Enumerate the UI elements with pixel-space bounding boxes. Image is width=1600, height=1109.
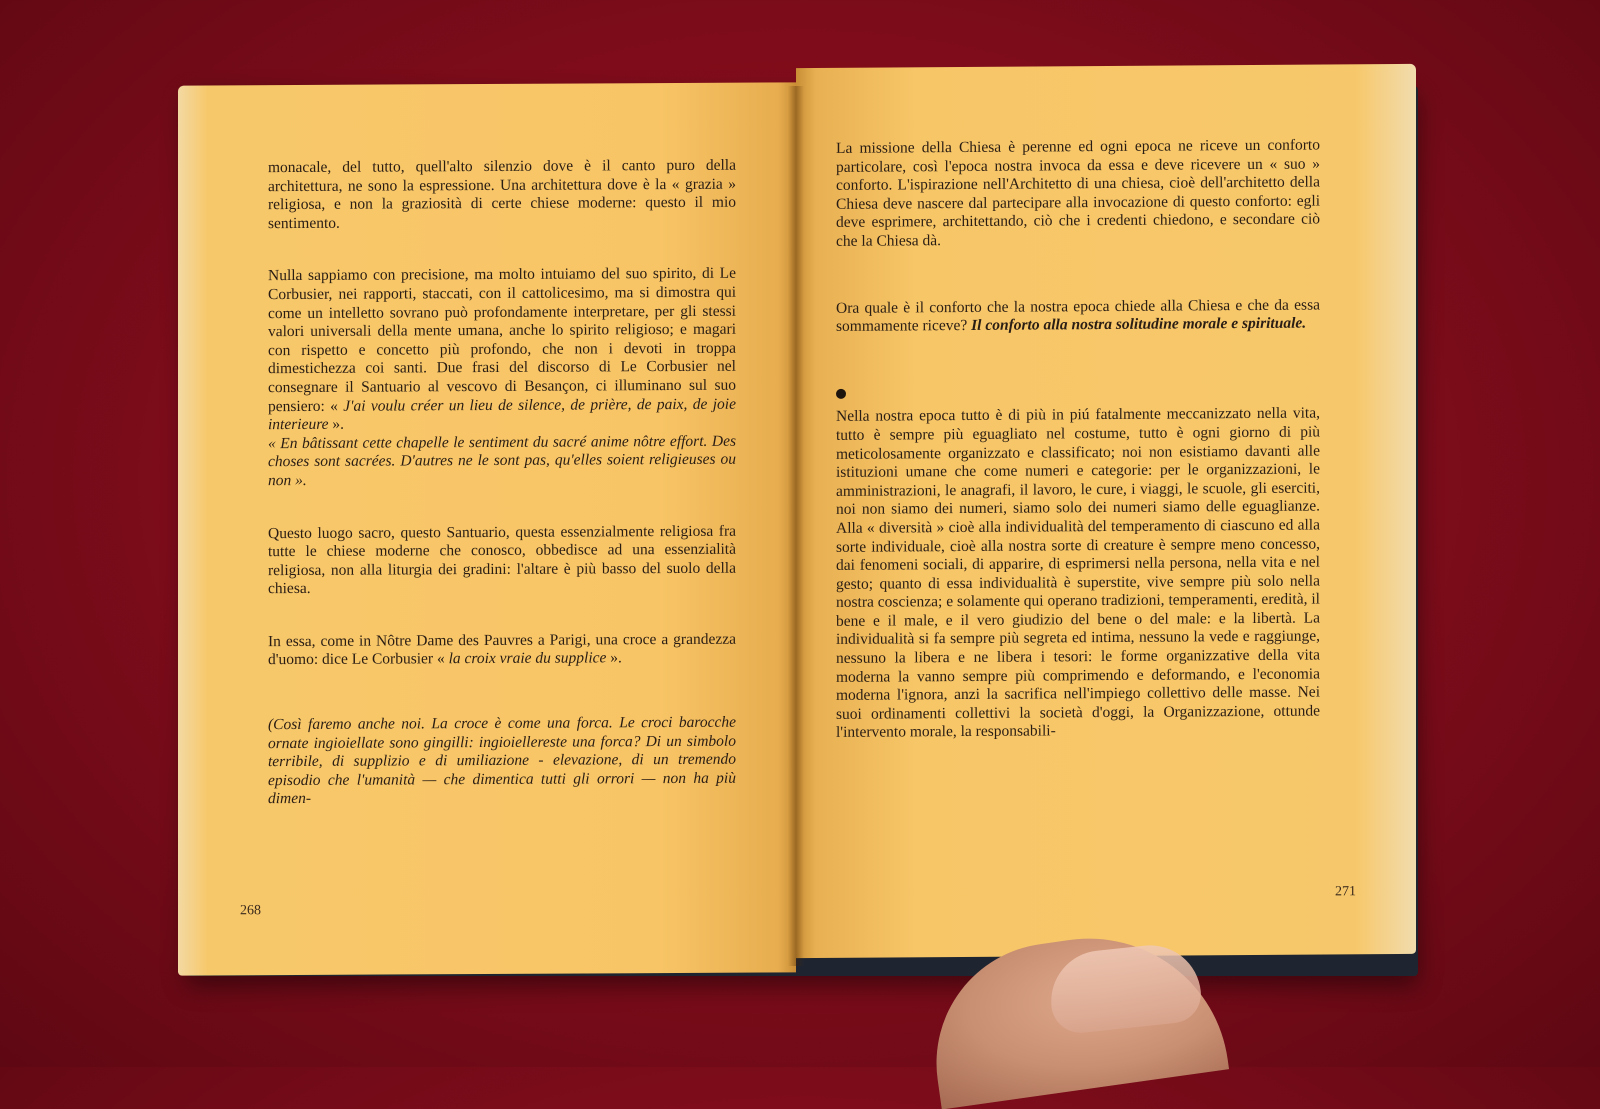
- bullet-icon: [836, 389, 846, 399]
- paragraph: Questo luogo sacro, questo Santuario, questa essenzialmente religiosa fra tutte le chiese moderne che conosco, obbedisce ad una essenzialità religiosa, non alla liturgia dei gradini: l'altare è più basso del suolo della chiesa.: [268, 522, 736, 598]
- right-page: [796, 64, 1416, 958]
- italic-paragraph: (Così faremo anche noi. La croce è come una forca. Le croci barocche ornate ingioiellate sono gingilli: ingioiellereste una forca? Di un simbolo terribile, di supplizio e di umiliazione - elevazione, di un tremendo episodio che l'umanità — che dimentica tutti gli orrori — non ha più dimen-: [268, 713, 736, 808]
- page-number: 271: [1335, 884, 1356, 900]
- open-book: [178, 66, 1418, 976]
- right-page-text: [836, 137, 1320, 743]
- paragraph: Nella nostra epoca tutto è di più in piú fatalmente meccanizzato nella vita, tutto è sempre più eguagliato nel costume, tutto è ogni giorno di più meticolosamente organizzato e classificato; noi non esistiamo davanti alle istituzioni umane che come numeri e categorie: per le organizzazioni, le amministrazioni, le anagrafi, il lavoro, le cure, i viaggi, le scuole, gli eserciti, noi non siamo dei numeri, siamo solo dei numeri siamo delle eguaglianze. Alla « diversità » cioè alla individualità del temperamento di ciascuno ed alla sorte individuale, cioè alla nostra sorte di creature è sempre meno concesso, dai fenomeni sociali, di apparire, di esprimersi nella persona, nella vita e nel gesto; quanto di essa individualità è superstite, vive sempre più solo nella nostra coscienza; e solamente qui operano tradizioni, temperamenti, eredità, il bene e il male, e il vero giudizio del bene o del male: e la libertà. La individualità si fa sempre più segreta ed intima, nessuno la vede e raggiunge, nessuno la libera e ne libera i tesori: le forme organizzative della vita moderna la vanno sempre più comprimendo e deformando, e l'economia moderna l'ignora, anzi la sacrifica nell'impiego collettivo delle masse. Nei suoi ordinamenti collettivi la società d'oggi, la Organizzazione, ottunde l'intervento morale, la responsabili-: [836, 385, 1320, 743]
- paragraph: In essa, come in Nôtre Dame des Pauvres a Parigi, una croce a grandezza d'uomo: dice Le Corbusier « la croix vraie du supplice ».: [268, 630, 736, 669]
- quote-paragraph: « En bâtissant cette chapelle le sentiment du sacré anime nôtre effort. Des choses sont sacrées. D'autres ne le sont pas, qu'elles soient religieuses ou non ».: [268, 432, 736, 490]
- paragraph: La missione della Chiesa è perenne ed ogni epoca ne riceve un conforto particolare, così l'epoca nostra invoca da essa e deve ricevere un « suo » conforto. L'ispirazione nell'Architetto di una chiesa, cioè dell'architetto della Chiesa deve nascere dal partecipare alla invocazione di questo conforto: egli deve esprimere, architettando, ciò che i credenti chiedono, e secondare ciò che la Chiesa dà.: [836, 136, 1320, 250]
- paragraph: Nulla sappiamo con precisione, ma molto intuiamo del suo spirito, di Le Corbusier, nei rapporti, staccati, con il cattolicesimo, ma si dimostra qui come un intelletto sovrano può profondamente interpretare, per gli stessi valori universali della mente umana, anche lo spirito religioso; e magari con rispetto e concetto più profondo, che non i devoti in troppa dimestichezza coi santi. Due frasi del discorso di Le Corbusier nel consegnare il Santuario al vescovo di Besançon, ci illuminano sul suo pensiero: « J'ai voulu créer un lieu de silence, de prière, de paix, de joie interieure ».: [268, 265, 736, 434]
- page-number: 268: [240, 903, 261, 919]
- left-page: [178, 82, 796, 975]
- paragraph: Ora quale è il conforto che la nostra epoca chiede alla Chiesa e che da essa sommamente riceve? Il conforto alla nostra solitudine morale e spirituale.: [836, 296, 1320, 336]
- left-page-text: [268, 157, 736, 809]
- paragraph: monacale, del tutto, quell'alto silenzio dove è il canto puro della architettura, ne sono la espressione. Una architettura dove è la « grazia » religiosa, e non la graziosità di certe chiese moderne: questo il mio sentimento.: [268, 156, 736, 232]
- book-gutter: [788, 86, 804, 966]
